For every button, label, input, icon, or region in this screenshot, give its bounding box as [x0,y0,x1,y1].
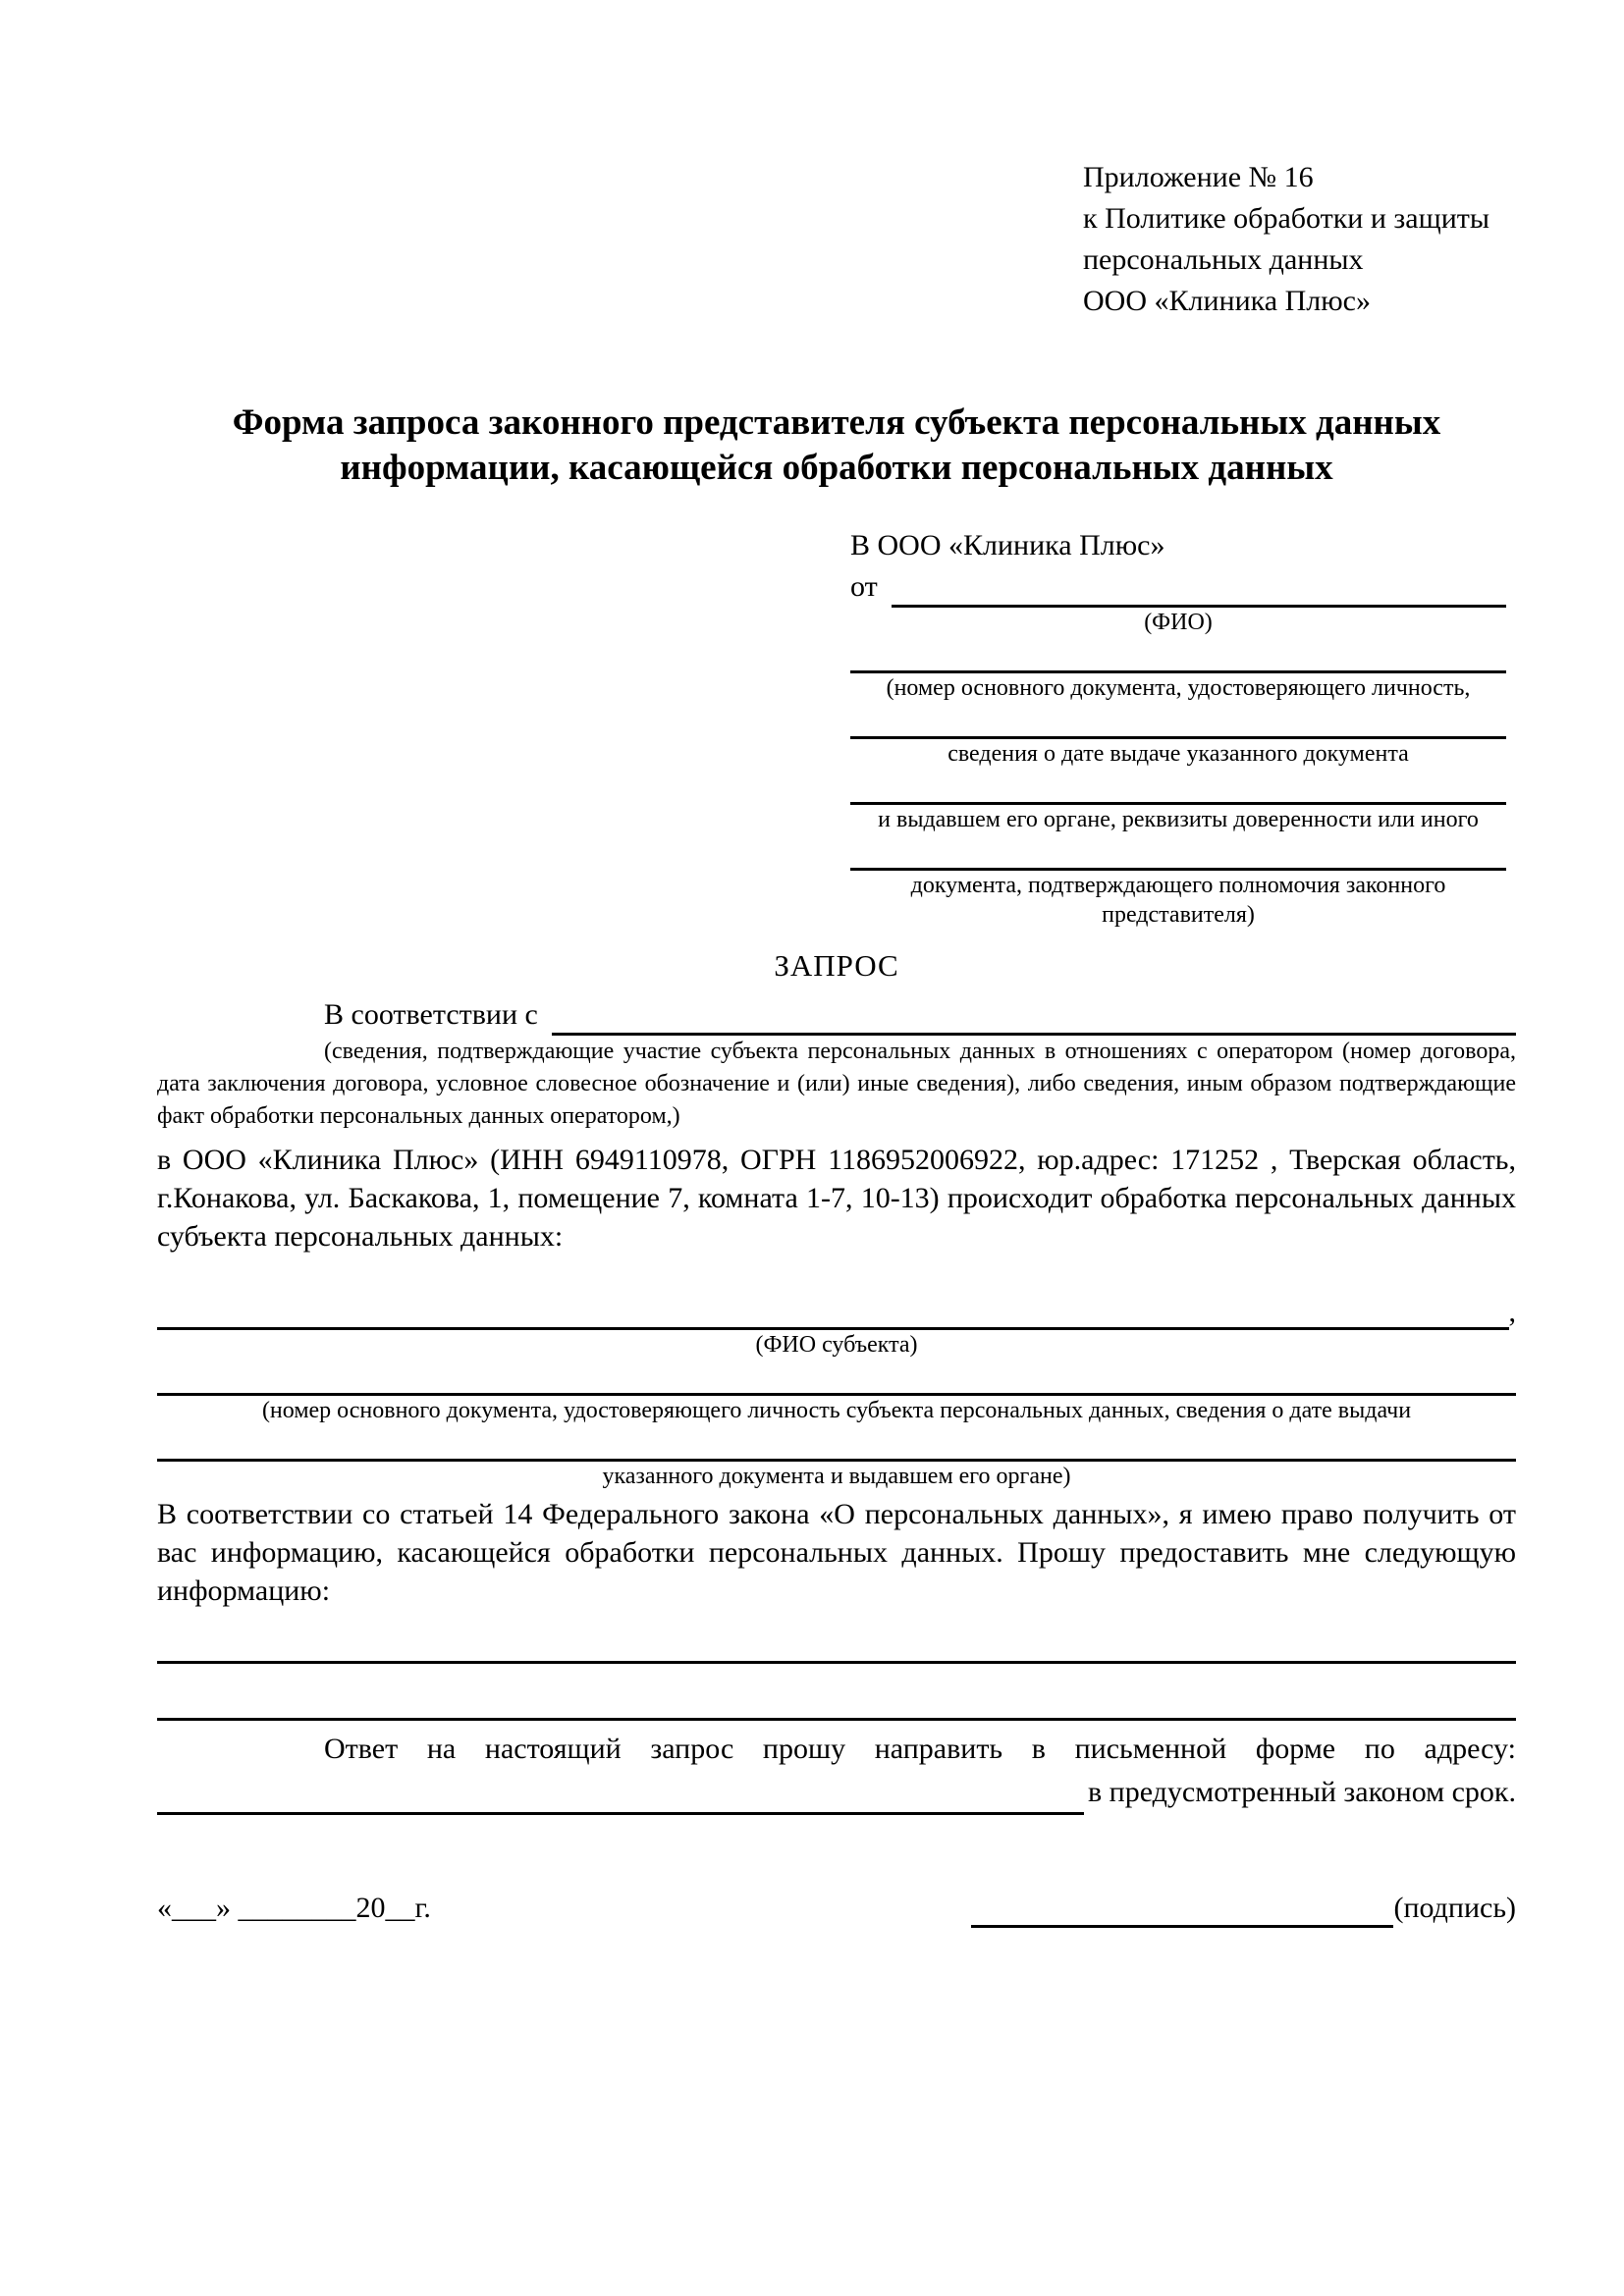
addressee-to: В ООО «Клиника Плюс» [850,529,1165,561]
addressee-field-caption: (номер основного документа, удостоверяющего личность, [886,675,1471,701]
subject-fio-suffix: , [1508,1296,1516,1328]
operator-paragraph: в ООО «Клиника Плюс» (ИНН 6949110978, ОГРН 1186952006922, юр.адрес: 171252 , Тверская область, г.Конакова, ул. Баскакова, 1, помещение 7, комната 1-7, 10-13) происходит обработка персональных данных субъекта персональных данных: [157,1144,1516,1253]
date-line: «___» ________20__г. [157,1892,431,1924]
page-title-line-1: Форма запроса законного представителя субъекта персональных данных [232,402,1441,443]
accordance-row [157,994,1516,1036]
reply-address-row [157,1770,1516,1815]
addressee-block [850,525,1506,930]
signature-caption: (подпись) [1393,1892,1516,1924]
accordance-label: В соответствии с [324,998,538,1031]
subject-doc-caption: указанного документа и выдавшем его органе) [602,1464,1071,1489]
subject-fio-caption: (ФИО субъекта) [755,1332,918,1358]
subject-doc-caption: (номер основного документа, удостоверяющего личность субъекта персональных данных, сведения о дате выдачи [261,1398,1412,1423]
fio-caption: (ФИО) [1144,610,1213,635]
representative-doc-blank [850,703,1506,739]
appendix-line: к Политике обработки и защиты [1083,202,1490,235]
appendix-block [1083,157,1516,322]
from-label: от [850,570,878,603]
appendix-line: персональных данных [1083,243,1364,276]
addressee-from-row [850,566,1506,608]
reply-sentence: Ответ на настоящий запрос прошу направить в письменной форме по адресу: [324,1733,1516,1765]
subject-doc-blank [157,1360,1516,1396]
page-title-line-2: информации, касающейся обработки персональных данных [340,448,1333,488]
appendix-line: ООО «Клиника Плюс» [1083,285,1371,317]
signature-blank [971,1890,1393,1928]
subject-fio-row [157,1295,1516,1330]
addressee-field-caption: сведения о дате выдаче указанного документа [947,741,1409,767]
information-blank [157,1610,1516,1664]
representative-doc-blank [850,834,1506,871]
law-paragraph: В соответствии со статьей 14 Федерального закона «О персональных данных», я имею право получить от вас информацию, касающейся обработки персональных данных. Прошу предоставить мне следующую информацию: [157,1498,1516,1607]
information-blank [157,1664,1516,1721]
request-heading: ЗАПРОС [774,948,899,983]
representative-doc-blank [850,769,1506,805]
footer-row [157,1889,1516,1928]
representative-doc-blank [850,637,1506,673]
subject-doc-blank [157,1425,1516,1462]
reply-address-blank [157,1812,1084,1815]
signature-group [971,1889,1516,1928]
addressee-field-caption: и выдавшем его органе, реквизиты доверенности или иного [878,807,1479,832]
reply-tail: в предусмотренный законом срок. [1088,1776,1516,1808]
accordance-caption: (сведения, подтверждающие участие субъекта персональных данных в отношениях с оператором (номер договора, дата заключения договора, условное словесное обозначение и (или) иные сведения), либо сведения, иным образом подтверждающие факт обработки персональных данных оператором,) [157,1039,1516,1129]
addressee-field-caption: документа, подтверждающего полномочия законного представителя) [910,873,1446,928]
page-title [157,400,1516,491]
appendix-line: Приложение № 16 [1083,161,1314,193]
